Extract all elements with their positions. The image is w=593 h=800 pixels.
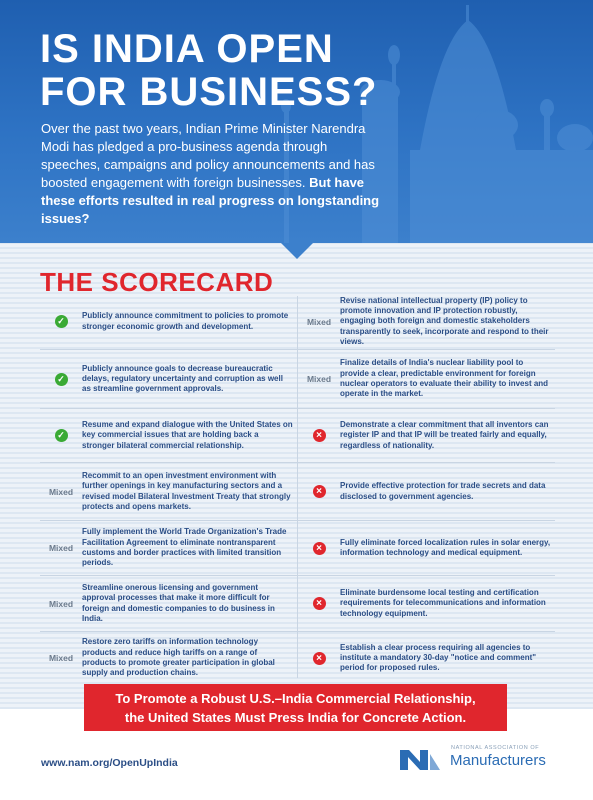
nam-logo-icon <box>400 746 440 770</box>
mixed-label: Mixed <box>48 486 74 497</box>
status-cell <box>298 317 340 327</box>
scorecard-item-text: Eliminate burdensome local testing and certification requirements for telecommunications and information technology equipment. <box>340 588 546 618</box>
status-cell <box>298 542 340 555</box>
cross-icon: × <box>313 485 326 498</box>
mixed-label: Mixed <box>306 316 332 327</box>
scorecard-row <box>40 521 297 576</box>
page-title <box>40 28 377 114</box>
status-cell <box>298 597 340 610</box>
scorecard-item-text: Revise national intellectual property (IP) policy to promote innovation and IP protection robustly, engaging both foreign and domestic stakeholders transparently to seek, incorporate and respond to their views. <box>340 295 549 346</box>
status-cell <box>40 429 82 442</box>
status-cell <box>40 373 82 386</box>
cta-line-2: the United States Must Press India for Concrete Action. <box>124 709 467 725</box>
status-cell <box>298 652 340 665</box>
cross-icon: × <box>313 429 326 442</box>
scorecard-row <box>298 409 555 463</box>
hero-header <box>0 0 593 243</box>
campaign-url-link[interactable]: www.nam.org/OpenUpIndia <box>41 757 178 769</box>
scorecard-row <box>40 632 297 684</box>
scorecard-item-text: Streamline onerous licensing and government approval processes that make it more difficult for foreign and domestic companies to do business in India. <box>82 582 275 623</box>
scorecard-row <box>40 409 297 463</box>
scorecard-item-text: Recommit to an open investment environment with further openings in key manufacturing sectors and a revised model Bilateral Investment Treaty that strongly protects and opens markets. <box>82 470 291 511</box>
check-icon: ✓ <box>55 373 68 386</box>
status-cell <box>40 315 82 328</box>
cross-icon: × <box>313 597 326 610</box>
scorecard-row <box>298 632 555 684</box>
intro-paragraph <box>41 120 381 228</box>
status-cell <box>298 374 340 384</box>
status-cell <box>40 487 82 497</box>
scorecard-item-text: Publicly announce goals to decrease bureaucratic delays, regulatory uncertainty and corruption as well as streamline government approvals. <box>82 363 283 394</box>
scorecard-item-text: Establish a clear process requiring all agencies to institute a mandatory 30-day "notice and comment" period for proposed rules. <box>340 642 537 673</box>
scorecard-section <box>0 243 593 725</box>
scorecard-row <box>298 350 555 409</box>
scorecard-item-text: Resume and expand dialogue with the United States on key commercial issues that are holding back a stronger bilateral commercial relationship. <box>82 420 293 450</box>
title-line-2: FOR BUSINESS? <box>40 70 378 114</box>
org-name-large: Manufacturers <box>450 752 546 769</box>
call-to-action-banner <box>84 684 507 731</box>
cross-icon: × <box>313 542 326 555</box>
scorecard-right-column <box>298 294 555 684</box>
status-cell <box>298 485 340 498</box>
scorecard-row <box>40 350 297 409</box>
scorecard-item-text: Demonstrate a clear commitment that all inventors can register IP and that IP will be treated fairly and equally, regardless of nationality. <box>340 420 549 450</box>
status-cell <box>40 599 82 609</box>
mixed-label: Mixed <box>48 653 74 663</box>
scorecard-title: THE SCORECARD <box>40 267 274 297</box>
check-icon: ✓ <box>55 429 68 442</box>
scorecard-row <box>298 576 555 632</box>
org-name-small: NATIONAL ASSOCIATION OF <box>451 745 540 751</box>
cross-icon: × <box>313 652 326 665</box>
scorecard-item-text: Fully eliminate forced localization rules in solar energy, information technology and medical equipment. <box>340 537 551 557</box>
check-icon: ✓ <box>55 315 68 328</box>
scorecard-row <box>298 463 555 521</box>
header-pointer <box>281 243 313 259</box>
scorecard-left-column <box>40 294 297 684</box>
scorecard-row <box>298 521 555 576</box>
scorecard-row <box>40 463 297 521</box>
scorecard-item-text: Publicly announce commitment to policies to promote stronger economic growth and development. <box>82 311 289 331</box>
scorecard-row <box>40 576 297 632</box>
status-cell <box>40 653 82 663</box>
intro-question: But have these efforts resulted in real progress on longstanding issues? <box>41 175 380 226</box>
cta-line-1: To Promote a Robust U.S.–India Commercial Relationship, <box>115 690 476 706</box>
scorecard-row <box>40 294 297 350</box>
status-cell <box>298 429 340 442</box>
mixed-label: Mixed <box>48 598 74 609</box>
scorecard-item-text: Restore zero tariffs on information technology products and reduce high tariffs on a range of products to promote greater participation in global supply and production chains. <box>82 637 275 678</box>
scorecard-item-text: Fully implement the World Trade Organization's Trade Facilitation Agreement to eliminate nontransparent customs and border practices with limited transition periods. <box>82 527 287 568</box>
scorecard-item-text: Provide effective protection for trade secrets and data disclosed to government agencies. <box>340 481 546 501</box>
scorecard-row <box>298 294 555 350</box>
intro-text: Over the past two years, Indian Prime Minister Narendra Modi has pledged a pro-business agenda through speeches, campaigns and policy announcements and has boosted engagement with foreign businesses. <box>41 121 375 190</box>
mixed-label: Mixed <box>48 543 74 553</box>
status-cell <box>40 543 82 553</box>
scorecard-item-text: Finalize details of India's nuclear liability pool to provide a clear, predictable environment for foreign nuclear operators to evaluate their ability to invest and operate in the market. <box>340 358 549 399</box>
title-line-1: IS INDIA OPEN <box>40 27 334 71</box>
mixed-label: Mixed <box>306 374 332 384</box>
